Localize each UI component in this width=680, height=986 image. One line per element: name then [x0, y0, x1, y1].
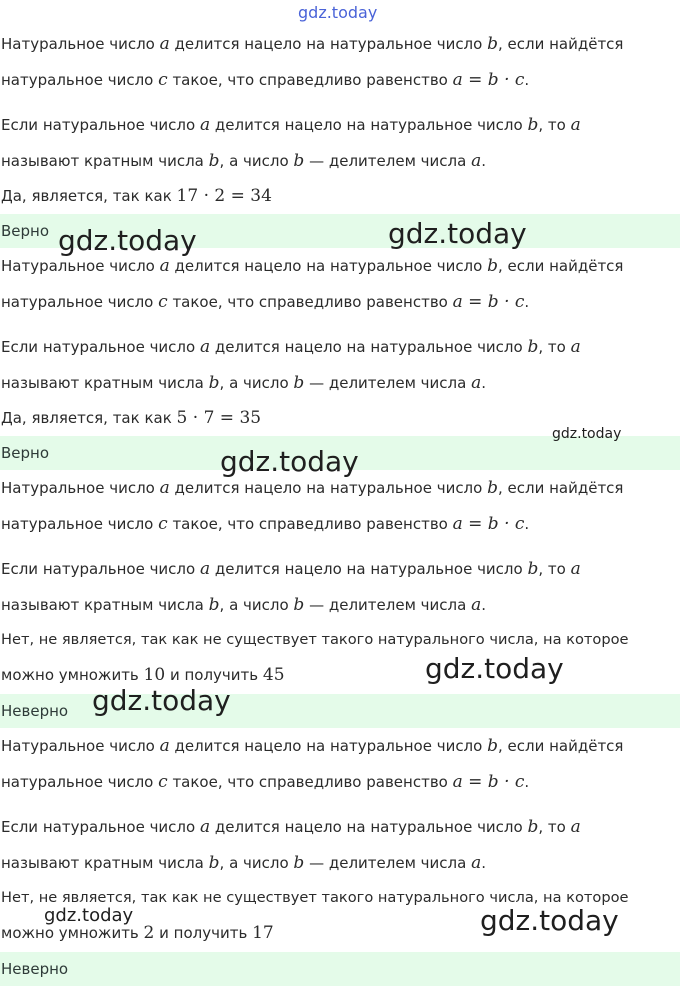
multiple-line-1: Если натуральное число a делится нацело на натуральное число b, то a	[1, 337, 581, 357]
definition-line-1: Натуральное число a делится нацело на натуральное число b, если найдётся	[1, 34, 624, 54]
answer-line-1: Нет, не является, так как не существует такого натурального числа, на которое	[1, 889, 629, 906]
multiple-line-1: Если натуральное число a делится нацело на натуральное число b, то a	[1, 559, 581, 579]
watermark: gdz.today	[480, 904, 619, 937]
definition-line-1: Натуральное число a делится нацело на натуральное число b, если найдётся	[1, 478, 624, 498]
answer-line: Да, является, так как 17 · 2 = 34	[1, 186, 272, 206]
answer-line-2: можно умножить 10 и получить 45	[1, 665, 285, 685]
definition-line-2: натуральное число c такое, что справедливо равенство a = b · c.	[1, 292, 530, 312]
watermark: gdz.today	[44, 905, 134, 926]
watermark-top: gdz.today	[298, 3, 378, 22]
definition-line-1: Натуральное число a делится нацело на натуральное число b, если найдётся	[1, 256, 624, 276]
multiple-line-1: Если натуральное число a делится нацело на натуральное число b, то a	[1, 115, 581, 135]
definition-line-2: натуральное число c такое, что справедливо равенство a = b · c.	[1, 514, 530, 534]
answer-line-1: Нет, не является, так как не существует такого натурального числа, на которое	[1, 631, 629, 648]
verdict-label: Неверно	[1, 702, 69, 720]
answer-line-2: можно умножить 2 и получить 17	[1, 923, 274, 943]
watermark: gdz.today	[425, 652, 564, 685]
definition-line-2: натуральное число c такое, что справедливо равенство a = b · c.	[1, 70, 530, 90]
watermark: gdz.today	[388, 217, 527, 250]
multiple-line-2: называют кратным числа b, а число b — делителем числа a.	[1, 595, 486, 615]
multiple-line-1: Если натуральное число a делится нацело на натуральное число b, то a	[1, 817, 581, 837]
watermark: gdz.today	[58, 224, 197, 257]
verdict-label: Неверно	[1, 960, 69, 978]
answer-line: Да, является, так как 5 · 7 = 35	[1, 408, 262, 428]
definition-line-2: натуральное число c такое, что справедливо равенство a = b · c.	[1, 772, 530, 792]
verdict-label: Верно	[1, 222, 50, 240]
multiple-line-2: называют кратным числа b, а число b — делителем числа a.	[1, 151, 486, 171]
verdict-label: Верно	[1, 444, 50, 462]
multiple-line-2: называют кратным числа b, а число b — делителем числа a.	[1, 373, 486, 393]
watermark: gdz.today	[92, 684, 231, 717]
multiple-line-2: называют кратным числа b, а число b — делителем числа a.	[1, 853, 486, 873]
watermark: gdz.today	[552, 426, 622, 442]
watermark: gdz.today	[220, 445, 359, 478]
verdict-bar	[0, 952, 680, 986]
definition-line-1: Натуральное число a делится нацело на натуральное число b, если найдётся	[1, 736, 624, 756]
